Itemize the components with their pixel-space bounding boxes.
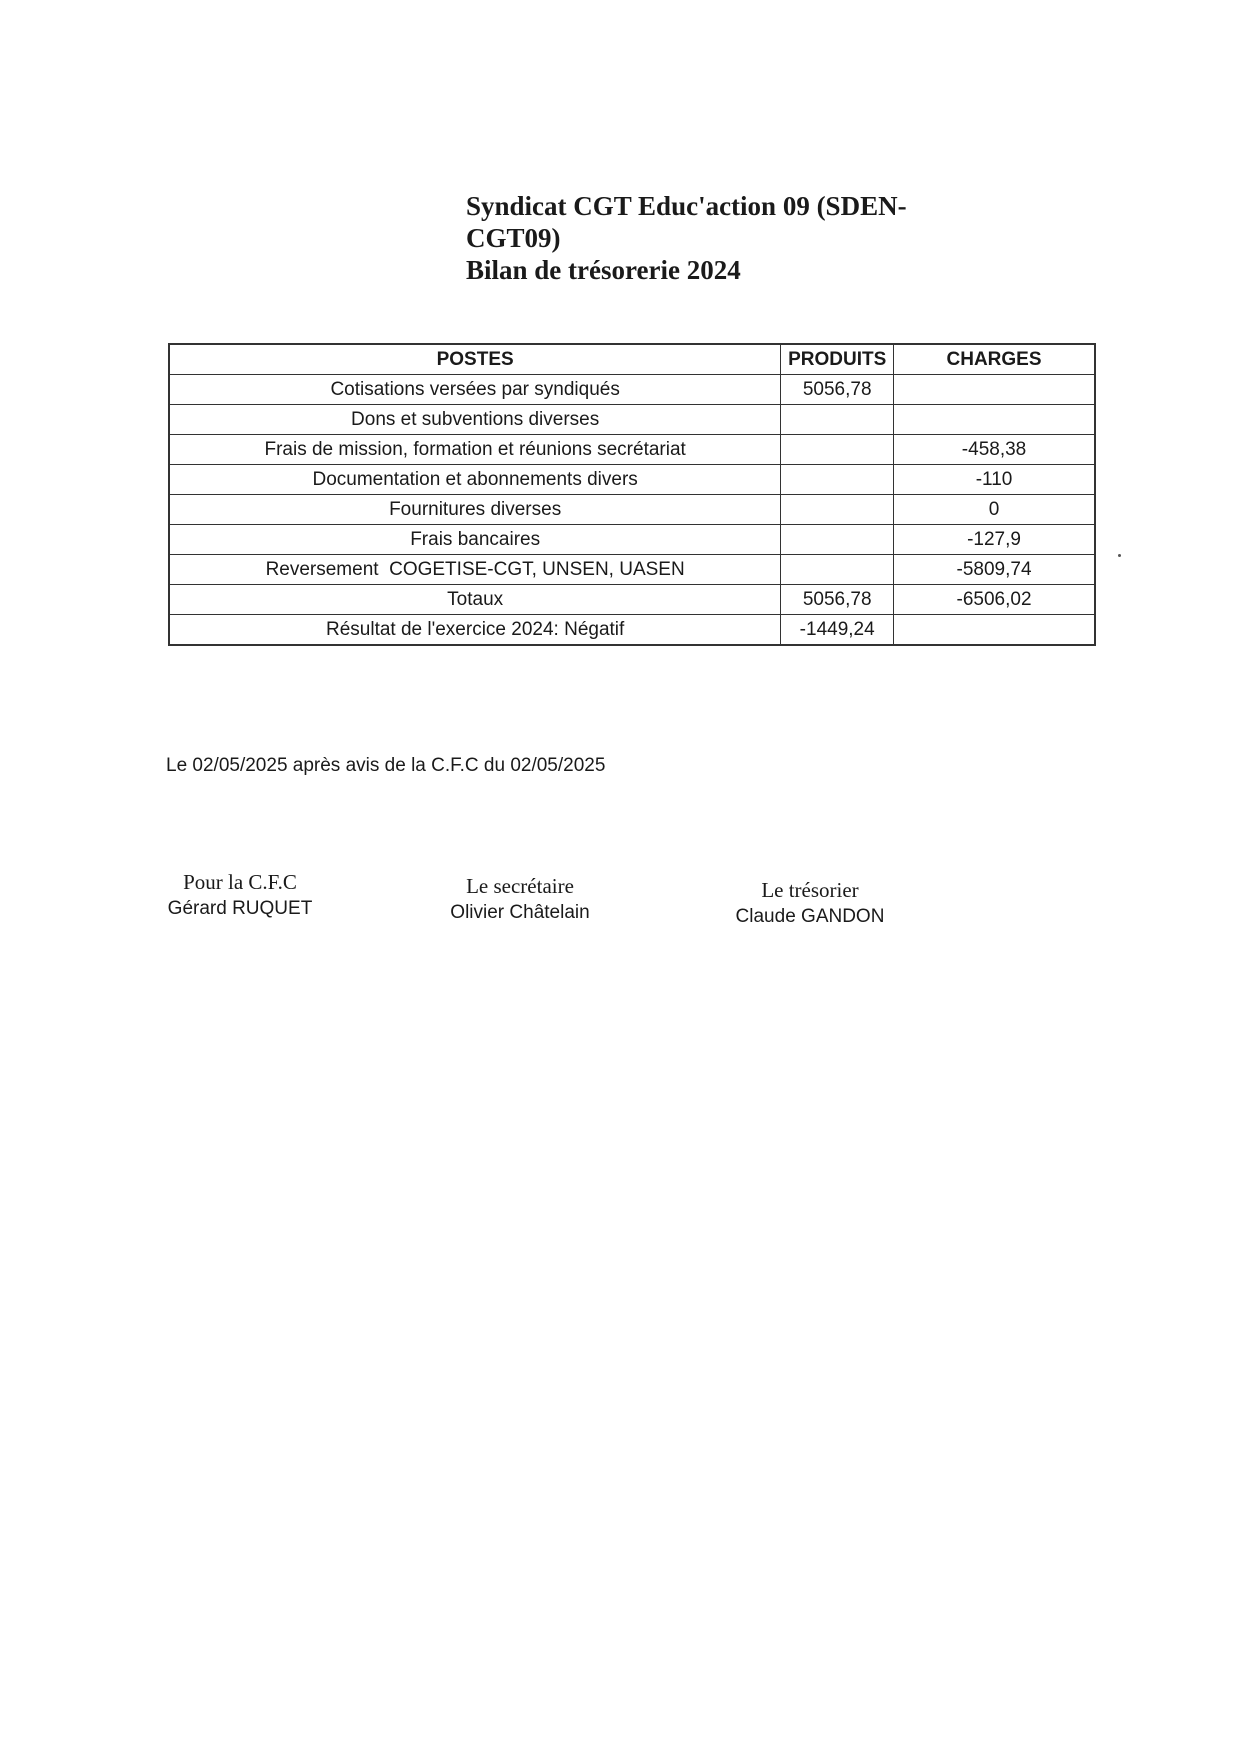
- treasury-table: [168, 343, 1096, 646]
- approval-note: Le 02/05/2025 après avis de la C.F.C du 02/05/2025: [166, 755, 606, 776]
- cell-poste: Dons et subventions diverses: [169, 405, 781, 435]
- result-row: [169, 615, 1095, 646]
- title-line-3: Bilan de trésorerie 2024: [466, 255, 741, 285]
- cell-poste: Reversement COGETISE-CGT, UNSEN, UASEN: [169, 555, 781, 585]
- table-row: [169, 435, 1095, 465]
- table-header-row: [169, 344, 1095, 375]
- table-row: [169, 375, 1095, 405]
- cell-charges: -110: [894, 465, 1095, 495]
- cell-charges: 0: [894, 495, 1095, 525]
- table-row: [169, 495, 1095, 525]
- signature-name: Olivier Châtelain: [450, 902, 590, 923]
- signature-role: Le trésorier: [761, 878, 859, 902]
- cell-produits: [781, 555, 894, 585]
- header-postes: POSTES: [169, 344, 781, 375]
- cell-poste: Frais bancaires: [169, 525, 781, 555]
- cell-charges: -5809,74: [894, 555, 1095, 585]
- cell-produits: 5056,78: [781, 585, 894, 615]
- cell-produits: [781, 495, 894, 525]
- cell-charges: -127,9: [894, 525, 1095, 555]
- table-row: [169, 525, 1095, 555]
- cell-poste: Résultat de l'exercice 2024: Négatif: [169, 615, 781, 646]
- cell-produits: [781, 435, 894, 465]
- header-charges: CHARGES: [894, 344, 1095, 375]
- cell-poste: Cotisations versées par syndiqués: [169, 375, 781, 405]
- table-row: [169, 465, 1095, 495]
- table-row: [169, 405, 1095, 435]
- cell-produits: 5056,78: [781, 375, 894, 405]
- cell-produits: [781, 525, 894, 555]
- header-produits: PRODUITS: [781, 344, 894, 375]
- cell-poste: Documentation et abonnements divers: [169, 465, 781, 495]
- signature-name: Claude GANDON: [735, 906, 885, 927]
- cell-charges: [894, 375, 1095, 405]
- totals-row: [169, 585, 1095, 615]
- cell-produits: [781, 465, 894, 495]
- cell-produits: [781, 405, 894, 435]
- table-row: [169, 555, 1095, 585]
- signature-name: Gérard RUQUET: [167, 898, 313, 919]
- scan-speck: [1118, 554, 1121, 557]
- cell-charges: -6506,02: [894, 585, 1095, 615]
- signature-role: Pour la C.F.C: [183, 870, 297, 894]
- cell-charges: [894, 615, 1095, 646]
- cell-poste: Frais de mission, formation et réunions secrétariat: [169, 435, 781, 465]
- signature-secretaire: [430, 872, 610, 926]
- signature-tresorier: [720, 876, 900, 930]
- signature-cfc: [160, 868, 320, 922]
- document-title: [466, 190, 936, 286]
- cell-produits: -1449,24: [781, 615, 894, 646]
- cell-poste: Fournitures diverses: [169, 495, 781, 525]
- signature-role: Le secrétaire: [466, 874, 574, 898]
- title-line-1: Syndicat CGT Educ'action 09 (SDEN-: [466, 191, 907, 221]
- cell-poste: Totaux: [169, 585, 781, 615]
- title-line-2: CGT09): [466, 223, 561, 253]
- cell-charges: -458,38: [894, 435, 1095, 465]
- cell-charges: [894, 405, 1095, 435]
